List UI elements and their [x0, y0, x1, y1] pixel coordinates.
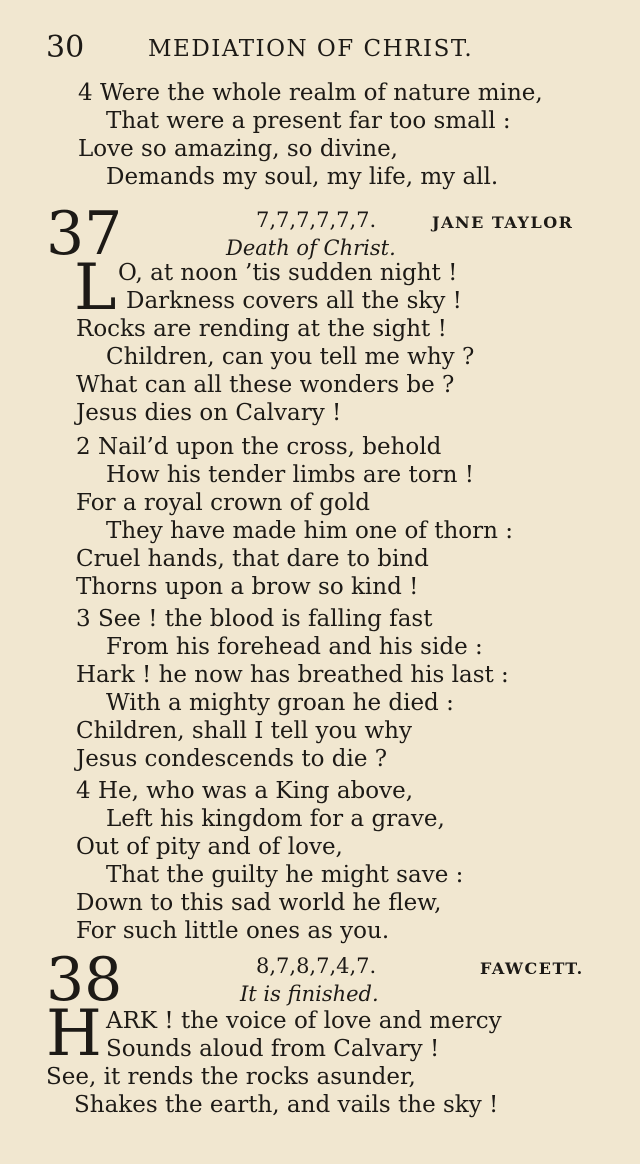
drop-cap: L	[74, 251, 117, 325]
verse-line: They have made him one of thorn :	[106, 518, 513, 544]
verse-line: Children, shall I tell you why	[76, 718, 412, 744]
verse-line: For a royal crown of gold	[76, 490, 370, 516]
verse-line: Love so amazing, so divine,	[78, 136, 398, 162]
verse-line: 3 See ! the blood is falling fast	[76, 606, 433, 632]
verse-line: For such little ones as you.	[76, 918, 390, 944]
verse-line: Demands my soul, my life, my all.	[106, 164, 499, 190]
hymn-number: 38	[46, 945, 123, 1015]
verse-line: From his forehead and his side :	[106, 634, 483, 660]
verse-line: With a mighty groan he died :	[106, 690, 454, 716]
verse-line: 2 Nail’d upon the cross, behold	[76, 434, 442, 460]
verse-line: Hark ! he now has breathed his last :	[76, 662, 509, 688]
hymn-title: Death of Christ.	[226, 236, 396, 260]
verse-line: Cruel hands, that dare to bind	[76, 546, 429, 572]
verse-line: Left his kingdom for a grave,	[106, 806, 445, 832]
verse-line: ARK ! the voice of love and mercy	[106, 1008, 502, 1034]
verse-line: 4 He, who was a King above,	[76, 778, 414, 804]
verse-line: Children, can you tell me why ?	[106, 344, 475, 370]
verse-line: Shakes the earth, and vails the sky !	[74, 1092, 499, 1118]
hymn-title: It is finished.	[240, 982, 379, 1006]
verse-line: What can all these wonders be ?	[76, 372, 455, 398]
verse-line: Jesus dies on Calvary !	[76, 400, 342, 426]
hymn-author: JANE TAYLOR	[432, 213, 574, 232]
verse-line: Down to this sad world he flew,	[76, 890, 442, 916]
verse-line: That were a present far too small :	[106, 108, 511, 134]
drop-cap: H	[46, 997, 102, 1071]
verse-line: That the guilty he might save :	[106, 862, 464, 888]
hymn-meter: 7,7,7,7,7,7.	[256, 208, 377, 232]
hymn-author: FAWCETT.	[480, 959, 584, 978]
running-title: MEDIATION OF CHRIST.	[148, 36, 474, 62]
running-header	[46, 30, 600, 66]
verse-line: Out of pity and of love,	[76, 834, 343, 860]
hymn-meter: 8,7,8,7,4,7.	[256, 954, 377, 978]
page-number: 30	[46, 30, 85, 65]
verse-line: Jesus condescends to die ?	[76, 746, 388, 772]
verse-line: Thorns upon a brow so kind !	[76, 574, 419, 600]
verse-line: 4 Were the whole realm of nature mine,	[78, 80, 543, 106]
verse-line: Rocks are rending at the sight !	[76, 316, 447, 342]
verse-line: See, it rends the rocks asunder,	[46, 1064, 416, 1090]
verse-line: How his tender limbs are torn !	[106, 462, 474, 488]
verse-line: Sounds aloud from Calvary !	[106, 1036, 440, 1062]
verse-line: Darkness covers all the sky !	[126, 288, 462, 314]
hymn-number: 37	[46, 199, 123, 269]
verse-line: O, at noon ’tis sudden night !	[118, 260, 458, 286]
